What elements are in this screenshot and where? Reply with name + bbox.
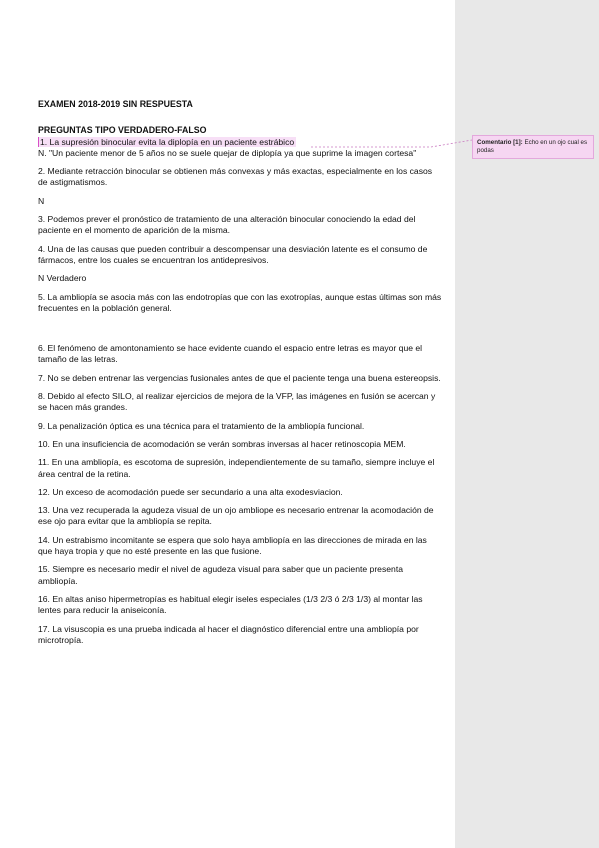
comment-text: Echo en un ojo cual es podas — [477, 139, 588, 154]
question-3: 3. Podemos prever el pronóstico de tratamiento de una alteración binocular conociendo la edad del paciente en el momento de aparición de la misma. — [38, 214, 416, 236]
comment-balloon[interactable] — [472, 135, 594, 159]
answer-1: N. "Un paciente menor de 5 años no se suele quejar de diplopía ya que suprime la imagen cortesa" — [38, 147, 417, 158]
question-9: 9. La penalización óptica es una técnica para el tratamiento de la ambliopía funcional. — [38, 420, 365, 431]
question-2: 2. Mediante retracción binocular se obtienen más convexas y más exactas, especialmente en los casos de astigmatismos. — [38, 166, 433, 188]
question-8: 8. Debido al efecto SILO, al realizar ejercicios de mejora de la VFP, las imágenes en fusión se acercan y se hacen más grandes. — [38, 391, 436, 413]
comment-label: Comentario [1]: — [477, 139, 523, 146]
section-heading: PREGUNTAS TIPO VERDADERO-FALSO — [38, 125, 207, 136]
spacer — [38, 321, 443, 343]
question-16: 16. En altas aniso hipermetropías es habitual elegir iseles especiales (1/3 2/3 ó 2/3 1/3) al montar las lentes para reducir la aniseiconía. — [38, 593, 423, 616]
question-12: 12. Un exceso de acomodación puede ser secundario a una alta exodesviacion. — [38, 486, 343, 497]
commented-highlight[interactable]: 1. La supresión binocular evita la diplopía en un paciente estrábico — [40, 136, 295, 147]
question-17: 17. La visuscopia es una prueba indicada al hacer el diagnóstico diferencial entre una ambliopía por microtropía. — [38, 623, 419, 645]
comment-connector-line — [311, 138, 473, 148]
comment-margin-pane — [455, 0, 599, 848]
answer-4: N Verdadero — [38, 273, 87, 284]
question-10: 10. En una insuficiencia de acomodación se verán sombras inversas al hacer retinoscopia MEM. — [38, 438, 406, 449]
document-body — [38, 99, 443, 653]
question-13: 13. Una vez recuperada la agudeza visual de un ojo ambliope es necesario entrenar la acomodación de ese ojo para evitar que la ambliopía se repita. — [38, 505, 434, 527]
question-5: 5. La ambliopía se asocia más con las endotropías que con las exotropías, aunque estas últimas son más frecuentes en la población general. — [38, 291, 442, 313]
question-4: 4. Una de las causas que pueden contribuir a descompensar una desviación latente es el consumo de fármacos, entre los cuales se encuentran los antidepresivos. — [38, 243, 428, 265]
question-6: 6. El fenómeno de amontonamiento se hace evidente cuando el espacio entre letras es mayor que el tamaño de las letras. — [38, 343, 423, 365]
question-14: 14. Un estrabismo incomitante se espera que solo haya ambliopía en las direcciones de mirada en las que haya tropia y que no esté presente en las que fusione. — [38, 534, 427, 557]
answer-2: N — [38, 195, 45, 206]
question-11: 11. En una ambliopía, es escotoma de supresión, independientemente de su tamaño, siempre incluye el área central de la retina. — [38, 457, 435, 479]
question-7: 7. No se deben entrenar las vergencias fusionales antes de que el paciente tenga una buena estereopsis. — [38, 372, 441, 383]
document-title: EXAMEN 2018-2019 SIN RESPUESTA — [38, 99, 193, 109]
question-15: 15. Siempre es necesario medir el nivel de agudeza visual para saber que un paciente presenta ambliopía. — [38, 564, 403, 586]
